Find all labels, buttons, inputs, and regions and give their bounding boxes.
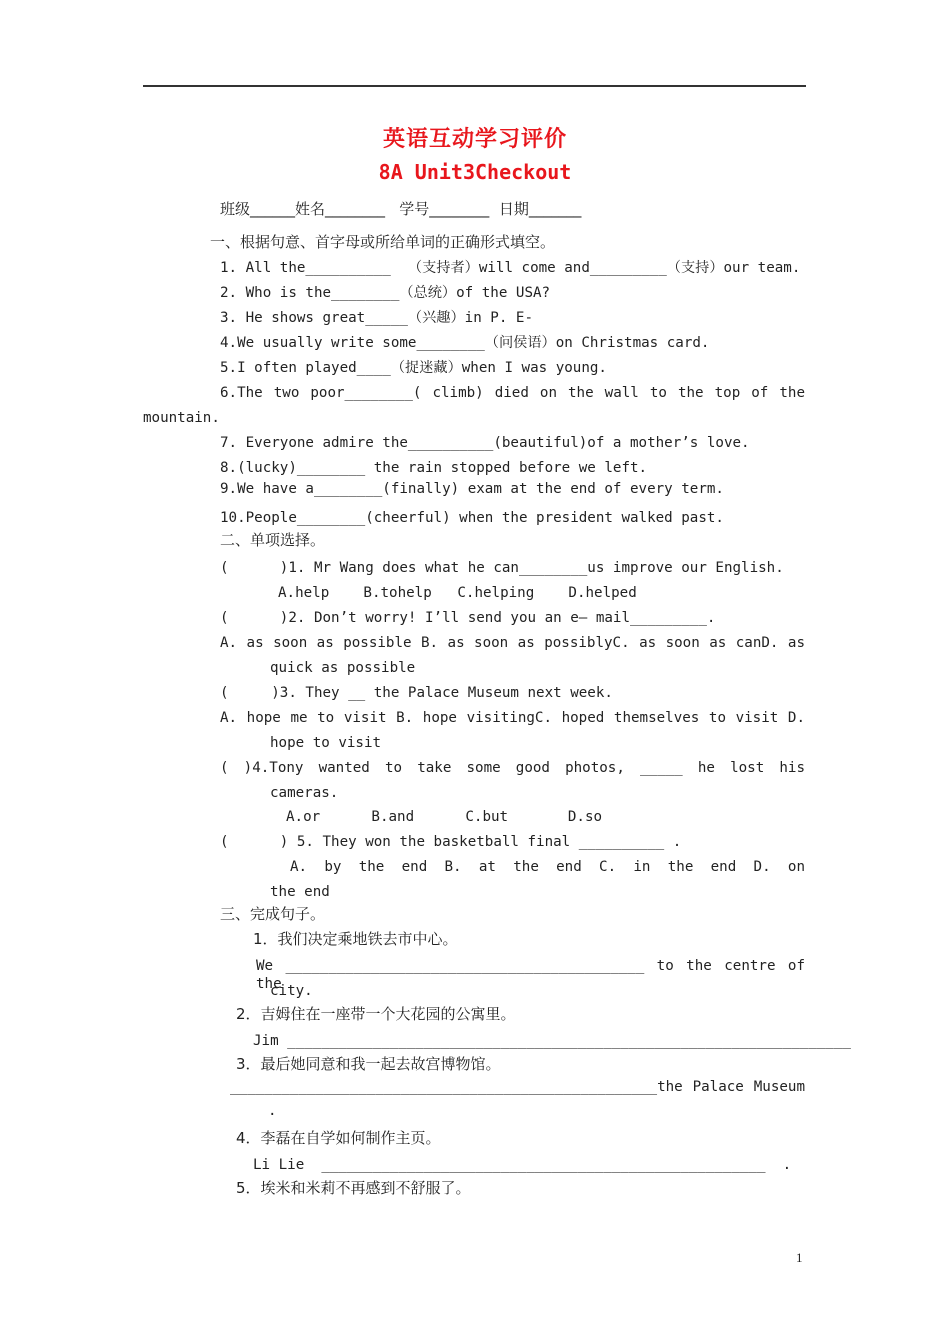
fill-item-9: 9.We have a________(finally) exam at the end of every term.: [220, 481, 724, 497]
mc-options-5-cont: the end: [270, 884, 330, 900]
section2-heading: 二、单项选择。: [220, 531, 326, 549]
section3-heading: 三、完成句子。: [220, 905, 326, 923]
translate-answer-2: Jim __________________________________________________________________: [253, 1033, 851, 1049]
fill-item-1: 1. All the__________ （支持者）will come and_________（支持）our team.: [220, 260, 801, 276]
mc-options-3-cont: hope to visit: [270, 735, 382, 751]
translate-answer-3: __________________________________________________the Palace Museum: [230, 1079, 805, 1095]
page-title: 英语互动学习评价: [382, 126, 567, 152]
mc-options-4: A.or B.and C.but D.so: [286, 809, 603, 825]
fill-item-6: 6.The two poor________( climb) died on the wall to the top of the: [220, 385, 805, 401]
fill-item-6-cont: mountain.: [143, 410, 220, 426]
mc-options-1: A.help B.tohelp C.helping D.helped: [278, 585, 637, 601]
mc-question-4-cont: cameras.: [270, 785, 339, 801]
mc-question-2: ( )2. Don’t worry! I’ll send you an e— mail_________.: [220, 610, 716, 626]
fill-item-10: 10.People________(cheerful) when the president walked past.: [220, 510, 724, 526]
mc-question-1: ( )1. Mr Wang does what he can________us improve our English.: [220, 560, 784, 576]
mc-question-3: ( )3. They __ the Palace Museum next week.: [220, 685, 613, 701]
section1-heading: 一、根据句意、首字母或所给单词的正确形式填空。: [210, 233, 556, 251]
translate-answer-4: Li Lie ____________________________________________________ .: [253, 1157, 792, 1173]
translate-prompt-3: 3．最后她同意和我一起去故宫博物馆。: [236, 1055, 501, 1073]
mc-options-2: A. as soon as possible B. as soon as possiblyC. as soon as canD. as: [220, 635, 805, 651]
page-subtitle: 8A Unit3Checkout: [378, 160, 572, 184]
mc-question-5: ( ) 5. They won the basketball final __________ .: [220, 834, 682, 850]
fill-item-3: 3. He shows great_____（兴趣）in P. E-: [220, 310, 533, 326]
header-rule: [143, 85, 806, 87]
mc-options-5: A. by the end B. at the end C. in the end D. on: [290, 859, 805, 875]
translate-answer-1-cont: city.: [270, 983, 313, 999]
student-info-line: 班级______姓名________ 学号________ 日期_______: [220, 200, 582, 218]
translate-prompt-2: 2．吉姆住在一座带一个大花园的公寓里。: [236, 1005, 516, 1023]
fill-item-8: 8.(lucky)________ the rain stopped before we left.: [220, 460, 648, 476]
translate-answer-3-cont: .: [268, 1103, 277, 1119]
fill-item-7: 7. Everyone admire the__________(beautiful)of a mother’s love.: [220, 435, 750, 451]
translate-prompt-4: 4．李磊在自学如何制作主页。: [236, 1129, 441, 1147]
translate-prompt-1: 1．我们决定乘地铁去市中心。: [253, 930, 458, 948]
translate-prompt-5: 5．埃米和米莉不再感到不舒服了。: [236, 1179, 471, 1197]
fill-item-4: 4.We usually write some________（问侯语）on Christmas card.: [220, 335, 710, 351]
fill-item-5: 5.I often played____（捉迷藏）when I was young.: [220, 360, 607, 376]
translate-answer-1: We __________________________________________ to the centre of the: [256, 958, 805, 992]
page-number: 1: [796, 1250, 803, 1265]
mc-options-3: A. hope me to visit B. hope visitingC. hoped themselves to visit D.: [220, 710, 805, 726]
mc-options-2-cont: quick as possible: [270, 660, 416, 676]
mc-question-4: ( )4.Tony wanted to take some good photos, _____ he lost his: [220, 760, 805, 776]
fill-item-2: 2. Who is the________（总统）of the USA?: [220, 285, 551, 301]
